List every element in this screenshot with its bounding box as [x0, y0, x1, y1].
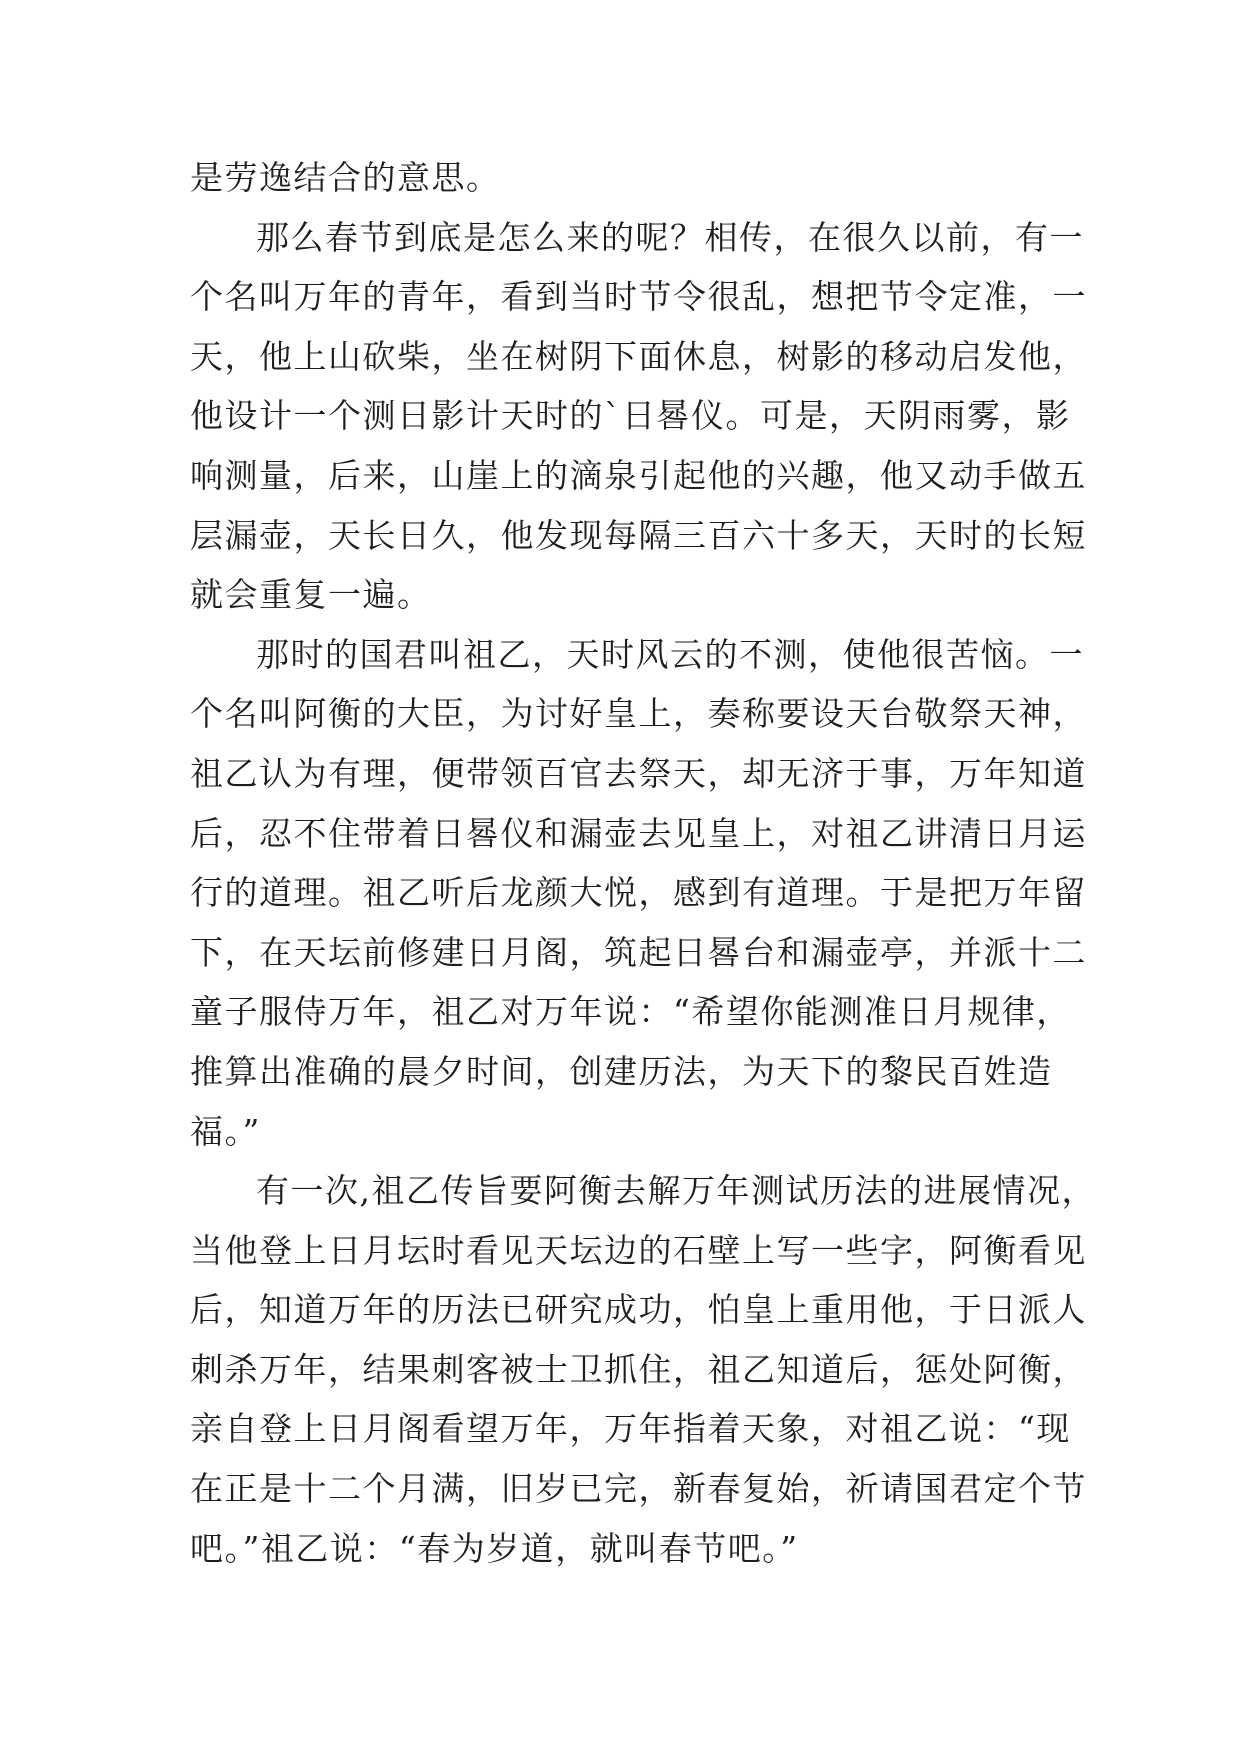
text-line: 那时的国君叫祖乙，天时风云的不测，使他很苦恼。一: [256, 634, 1084, 674]
text-line: 个名叫阿衡的大臣，为讨好皇上，奏称要设天台敬祭天神，: [190, 694, 1087, 734]
text-line: 祖乙认为有理，便带领百官去祭天，却无济于事，万年知道: [190, 753, 1087, 793]
text-line: 层漏壶，天长日久，他发现每隔三百六十多天，天时的长短: [190, 515, 1087, 555]
text-line: 在正是十二个月满，旧岁已完，新春复始，祈请国君定个节: [190, 1469, 1087, 1509]
paragraph-4: [190, 1161, 1096, 1578]
text-line: 天，他上山砍柴，坐在树阴下面休息，树影的移动启发他，: [190, 336, 1087, 376]
paragraph-3: [190, 625, 1087, 1161]
text-line: 后，忍不住带着日晷仪和漏壶去见皇上，对祖乙讲清日月运: [190, 813, 1087, 853]
paragraph-2: [190, 208, 1087, 625]
text-line: 吧。”祖乙说：“春为岁道，就叫春节吧。”: [190, 1528, 799, 1568]
paragraph-1: [190, 148, 1060, 208]
text-line: 福。”: [190, 1111, 261, 1151]
text-line: 响测量，后来，山崖上的滴泉引起他的兴趣，他又动手做五: [190, 455, 1087, 495]
document-body: [190, 148, 1096, 1578]
text-line: 是劳逸结合的意思。: [190, 158, 501, 197]
text-line: 行的道理。祖乙听后龙颜大悦，感到有道理。于是把万年留: [190, 873, 1087, 913]
text-line: 个名叫万年的青年，看到当时节令很乱，想把节令定准，一: [190, 277, 1087, 317]
text-line: 亲自登上日月阁看望万年，万年指着天象，对祖乙说：“现: [190, 1409, 1071, 1449]
text-line: 有一次,祖乙传旨要阿衡去解万年测试历法的进展情况，: [256, 1171, 1096, 1211]
text-line: 他设计一个测日影计天时的`日晷仪。可是，天阴雨雾，影: [190, 396, 1071, 436]
text-line: 推算出准确的晨夕时间，创建历法，为天下的黎民百姓造: [190, 1051, 1053, 1091]
text-line: 就会重复一遍。: [190, 575, 432, 615]
text-line: 刺杀万年，结果刺客被士卫抓住，祖乙知道后，惩处阿衡，: [190, 1349, 1087, 1389]
text-line: 那么春节到底是怎么来的呢？相传，在很久以前，有一: [256, 217, 1084, 257]
text-line: 下，在天坛前修建日月阁，筑起日晷台和漏壶亭，并派十二: [190, 932, 1087, 972]
text-line: 后，知道万年的历法已研究成功，怕皇上重用他，于日派人: [190, 1290, 1087, 1330]
text-line: 当他登上日月坛时看见天坛边的石壁上写一些字，阿衡看见: [190, 1230, 1087, 1270]
text-line: 童子服侍万年，祖乙对万年说：“希望你能测准日月规律，: [190, 992, 1071, 1032]
